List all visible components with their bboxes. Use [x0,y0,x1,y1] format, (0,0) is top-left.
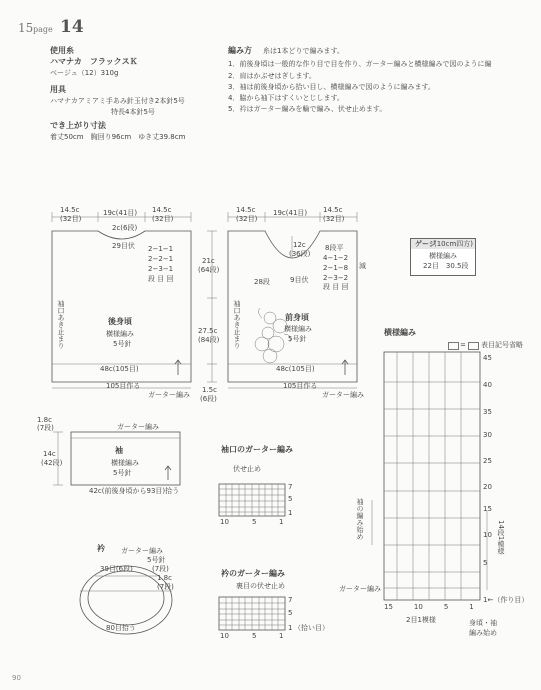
sleeve-needle: 5号針 [113,469,132,477]
sleeve-knit-arrow [165,466,171,480]
front-dec-label: 段 目 回 [323,283,349,291]
yarn-name: ハマナカ フラックスＫ [50,57,138,66]
row-label-25: 25 [483,457,492,465]
collar-h-rows: (7段) [157,583,174,591]
front-dec1: 4−1−2 [323,254,349,262]
front-w-left: 14.5c [236,206,256,214]
method-step-2: 2．肩はかぶせはぎします。 [228,72,316,80]
back-dec1: 2−1−1 [148,245,174,253]
pattern-garter: ガーター編み [339,585,381,593]
back-knit-direction-arrow [175,360,181,375]
front-garter: ガーター編み [322,391,364,399]
collar-row-5: 5 [288,609,293,617]
pattern-repeat-label: 14段1模様 [497,520,505,555]
back-needle: 5号針 [113,340,132,348]
front-knit-direction-arrow [342,360,348,375]
pattern-chart-title: 横様編み [384,328,416,337]
back-w-left: 14.5c [60,206,80,214]
front-dec2: 2−1−8 [323,264,349,272]
front-w-mid: 19c(41目) [273,209,308,217]
front-dec3: 2−3−2 [323,274,349,282]
collar-rows: (7段) [152,565,169,573]
cuff-col-5: 5 [252,518,257,526]
cuff-row-5: 5 [288,495,293,503]
collar-col-1: 1 [279,632,284,640]
sleeve-top-rows: (7段) [37,424,54,432]
size-heading: でき上がり寸法 [50,121,106,130]
page-word: page [33,25,53,34]
page-series-number: 15 [18,21,34,35]
pattern-stitch-repeat: 2目1模様 [406,616,436,624]
back-w-right: 14.5c [152,206,172,214]
pattern-chart-grid [372,352,487,600]
cuff-row-1: 1 [288,509,293,517]
gauge-unit: (10cm四方) [434,240,474,248]
gauge-pattern: 横様編み [429,252,457,260]
body-start-2: 編み始め [469,629,497,637]
yarn-heading: 使用糸 [50,46,74,55]
collar-pickup-note: （拾い目） [294,624,329,632]
hem-rows: (6段) [200,395,217,403]
collar-name: 衿 [97,544,105,553]
back-dec2: 2−2−1 [148,255,174,263]
method-step-5: 5．衿はガーター編みを輪で編み、伏せ止めます。 [228,105,387,113]
back-pattern: 横様編み [106,330,134,338]
collar-chart-bind: 裏目の伏せ止め [236,582,285,590]
collar-h: 1.8c [157,574,172,582]
upper-height: 21c [202,257,215,265]
front-neck-h: 12c [293,241,306,249]
gauge-values: 22目 30.5段 [423,262,469,270]
back-cast-on: 105目作る [106,382,141,390]
sleeve-rows: (42段) [41,459,63,467]
collar-chart-grid [219,597,285,630]
front-bottom-width: 48c(105目) [276,365,315,373]
back-w-right-sts: (32目) [152,215,174,223]
cuff-chart-title: 袖口のガーター編み [221,445,293,454]
back-dec3: 2−3−1 [148,265,174,273]
front-w-left-sts: (32目) [236,215,258,223]
back-side-label: 袖口あき止まり [57,300,65,349]
legend-equals: = [460,341,466,349]
collar-garter: ガーター編み [121,547,163,555]
sleeve-name: 袖 [115,446,123,455]
front-cast-on: 105目作る [283,382,318,390]
cuff-chart-bind: 伏せ止め [233,465,261,473]
row-label-20: 20 [483,483,492,491]
collar-pickup: 80目拾う [106,624,136,632]
front-w-right: 14.5c [323,206,343,214]
legend-text: 表目記号省略 [481,341,523,349]
tools-line1: ハマナカアミアミ手あみ針玉付き2本針5号 [50,97,185,105]
front-rows8: 8段平 [325,244,344,252]
legend-symbol-knit [468,342,479,350]
row-label-45: 45 [483,354,492,362]
gauge-title: ゲージ [415,240,436,248]
pattern-number: 14 [60,17,84,37]
sleeve-start: 袖の編み始め [356,498,364,540]
sleeve-pattern: 横様編み [111,459,139,467]
back-neck: 2c(6段) [112,224,138,232]
size-line: 着丈50cm 胸回り96cm ゆき丈39.8cm [50,133,186,141]
cuff-row-7: 7 [288,483,293,491]
legend-symbol [448,342,459,350]
row-label-10: 10 [483,531,492,539]
method-heading: 編み方 [228,46,252,55]
collar-width: 39目(6段) [100,565,133,573]
row-label-35: 35 [483,408,492,416]
lower-height-rows: (84段) [198,336,220,344]
cuff-col-10: 10 [220,518,229,526]
front-pattern: 横様編み [284,325,312,333]
page-number: 90 [12,674,21,682]
front-left-count: 28段 [254,278,270,286]
front-needle: 5号針 [288,335,307,343]
tools-line2: 特長4本針5号 [111,108,155,116]
gauge-box [410,238,476,276]
row-label-30: 30 [483,431,492,439]
method-step-1: 1．前後身頃は一般的な作り目で目を作り、ガーター編みと横様編みで図のように編 [228,60,492,68]
lower-height: 27.5c [198,327,218,335]
front-side-label: 袖口あき止まり [233,300,241,349]
row-1-cast-on: 1←（作り目） [483,596,529,604]
collar-needle: 5号針 [147,556,166,564]
pattern-columns: 15 10 5 1 [384,603,474,611]
tools-heading: 用具 [50,85,66,94]
sleeve-pickup: 42c(前後身頃から93目)拾う [89,487,180,495]
collar-row-7: 7 [288,596,293,604]
back-garter: ガーター編み [148,391,190,399]
back-w-left-sts: (32目) [60,215,82,223]
back-bottom-width: 48c(105目) [100,365,139,373]
row-label-15: 15 [483,505,492,513]
front-dec-mark: 減 [359,262,366,270]
back-name: 後身頃 [108,317,132,326]
collar-col-10: 10 [220,632,229,640]
back-dec-label: 段 目 回 [148,275,174,283]
sleeve-height: 14c [43,450,56,458]
collar-col-5: 5 [252,632,257,640]
sleeve-garter: ガーター編み [117,423,159,431]
sleeve-top-h: 1.8c [37,416,52,424]
method-step-4: 4．脇から袖下はすくいとじします。 [228,94,344,102]
front-name: 前身頃 [285,313,309,322]
back-body-outline [52,231,191,382]
yarn-color: ベージュ（12）310g [50,69,119,77]
collar-row-1: 1 [288,624,293,632]
cuff-col-1: 1 [279,518,284,526]
method-note: 糸は1本どりで編みます。 [263,47,344,55]
row-label-5: 5 [483,559,488,567]
cuff-chart-grid [219,484,285,516]
front-neck-rows: (36段) [289,250,311,258]
collar-chart-title: 衿のガーター編み [221,569,285,578]
method-step-3: 3．袖は前後身頃から拾い目し、横様編みで図のように編みます。 [228,83,435,91]
row-label-40: 40 [483,381,492,389]
body-start: 身頃・袖 [469,619,497,627]
hem-height: 1.5c [202,386,217,394]
front-fuse: 9目伏 [290,276,309,284]
back-fuse: 29目伏 [112,242,135,250]
front-w-right-sts: (32目) [323,215,345,223]
upper-height-rows: (64段) [198,266,220,274]
back-w-mid: 19c(41目) [103,209,138,217]
